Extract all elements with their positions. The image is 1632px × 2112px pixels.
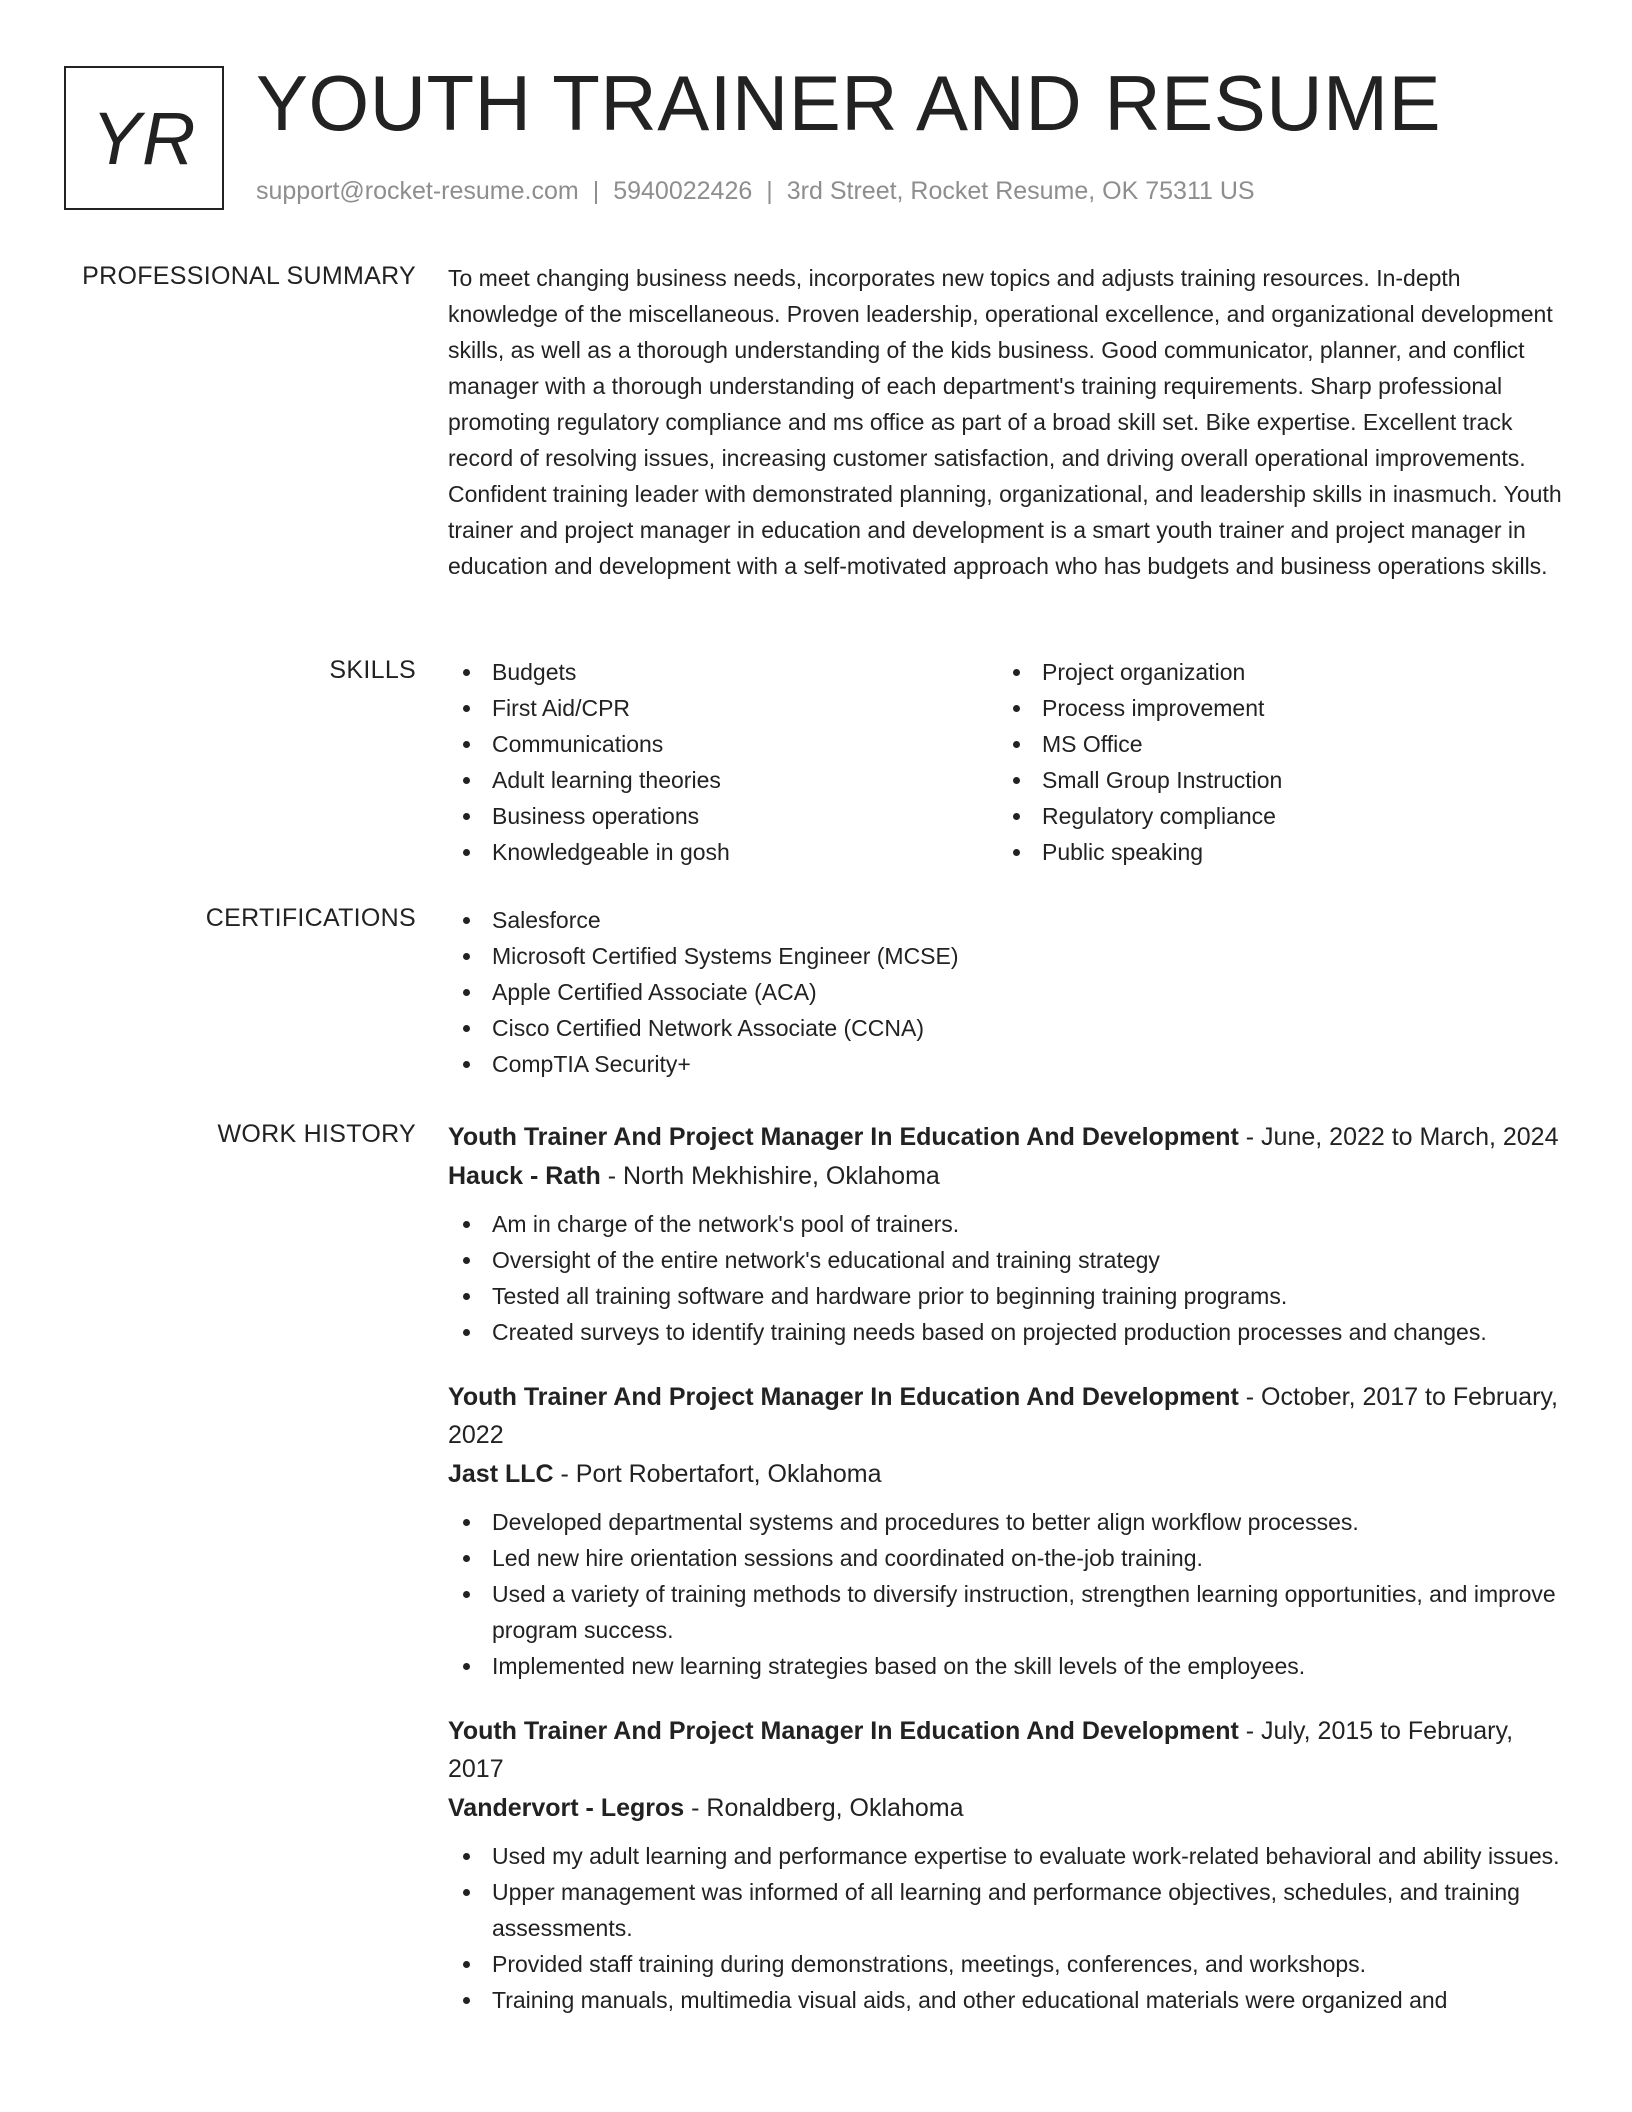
contact-address: 3rd Street, Rocket Resume, OK 75311 US: [786, 177, 1255, 205]
skill-item: Adult learning theories: [448, 762, 998, 798]
job-duty-item: Am in charge of the network's pool of trainers.: [448, 1206, 1568, 1242]
job-entry: [448, 1378, 1568, 1684]
certification-item: Salesforce: [448, 902, 1568, 938]
contact-separator: |: [766, 177, 773, 205]
job-company-line: [448, 1788, 1568, 1828]
certification-item: Cisco Certified Network Associate (CCNA): [448, 1010, 1568, 1046]
job-location: - Port Robertafort, Oklahoma: [553, 1460, 882, 1488]
summary-heading: PROFESSIONAL SUMMARY: [82, 262, 416, 290]
skill-item: Knowledgeable in gosh: [448, 834, 998, 870]
skill-item: Process improvement: [998, 690, 1548, 726]
job-company: Jast LLC: [448, 1460, 554, 1488]
skill-item: Project organization: [998, 654, 1548, 690]
certifications-list: [448, 902, 1568, 1082]
job-title: Youth Trainer And Project Manager In Education And Development: [448, 1383, 1239, 1411]
certifications-heading: CERTIFICATIONS: [205, 904, 416, 932]
monogram-logo: YR: [64, 66, 224, 210]
work-history-list: [448, 1118, 1568, 2046]
job-title-line: [448, 1712, 1568, 1788]
skill-item: MS Office: [998, 726, 1548, 762]
skills-heading: SKILLS: [329, 656, 416, 684]
job-dates: - June, 2022 to March, 2024: [1238, 1123, 1559, 1151]
job-company: Vandervort - Legros: [448, 1794, 685, 1822]
certification-item: CompTIA Security+: [448, 1046, 1568, 1082]
job-duty-item: Used my adult learning and performance expertise to evaluate work-related behavioral and ability issues.: [448, 1838, 1568, 1874]
job-duty-item: Tested all training software and hardware prior to beginning training programs.: [448, 1278, 1568, 1314]
job-duties: [448, 1504, 1568, 1684]
job-title-line: [448, 1118, 1568, 1156]
page-title: YOUTH TRAINER AND RESUME: [256, 59, 1442, 147]
job-entry: [448, 1712, 1568, 2018]
job-company-line: [448, 1156, 1568, 1196]
job-duty-item: Implemented new learning strategies based on the skill levels of the employees.: [448, 1648, 1568, 1684]
contact-separator: |: [592, 177, 600, 205]
skill-item: Public speaking: [998, 834, 1548, 870]
job-company-line: [448, 1454, 1568, 1494]
job-dates: - July, 2015 to February, 2017: [448, 1717, 1514, 1783]
contact-phone[interactable]: 5940022426: [613, 177, 753, 205]
job-duty-item: Created surveys to identify training needs based on projected production processes and changes.: [448, 1314, 1568, 1350]
job-title: Youth Trainer And Project Manager In Education And Development: [448, 1717, 1239, 1745]
job-duty-item: Training manuals, multimedia visual aids, and other educational materials were organized and: [448, 1982, 1568, 2018]
skill-item: Business operations: [448, 798, 998, 834]
skill-item: Budgets: [448, 654, 998, 690]
job-duties: [448, 1838, 1568, 2018]
job-duty-item: Oversight of the entire network's educational and training strategy: [448, 1242, 1568, 1278]
job-location: - North Mekhishire, Oklahoma: [600, 1162, 940, 1190]
job-title-line: [448, 1378, 1568, 1454]
job-duty-item: Used a variety of training methods to diversify instruction, strengthen learning opportunities, and improve program success.: [448, 1576, 1568, 1648]
job-entry: [448, 1118, 1568, 1350]
job-duty-item: Upper management was informed of all learning and performance objectives, schedules, and training assessments.: [448, 1874, 1568, 1946]
skills-column-right: [998, 654, 1548, 870]
job-dates: - October, 2017 to February, 2022: [448, 1383, 1558, 1449]
job-duty-item: Developed departmental systems and procedures to better align workflow processes.: [448, 1504, 1568, 1540]
job-duties: [448, 1206, 1568, 1350]
contact-email[interactable]: support@rocket-resume.com: [256, 177, 579, 205]
job-location: - Ronaldberg, Oklahoma: [684, 1794, 964, 1822]
skill-item: Regulatory compliance: [998, 798, 1548, 834]
job-duty-item: Led new hire orientation sessions and coordinated on-the-job training.: [448, 1540, 1568, 1576]
certification-item: Microsoft Certified Systems Engineer (MCSE): [448, 938, 1568, 974]
contact-line: [256, 176, 1255, 206]
skill-item: Communications: [448, 726, 998, 762]
skills-column-left: [448, 654, 998, 870]
skills-list: [448, 654, 1568, 870]
certification-item: Apple Certified Associate (ACA): [448, 974, 1568, 1010]
work-history-heading: WORK HISTORY: [217, 1120, 416, 1148]
job-duty-item: Provided staff training during demonstrations, meetings, conferences, and workshops.: [448, 1946, 1568, 1982]
summary-text: To meet changing business needs, incorporates new topics and adjusts training resources. In-depth knowledge of the miscellaneous. Proven leadership, operational excellence, and organizational development skills, as well as a thorough understanding of the kids business. Good communicator, planner, and conflict manager with a thorough understanding of each department's training requirements. Sharp professional promoting regulatory compliance and ms office as part of a broad skill set. Bike expertise. Excellent track record of resolving issues, increasing customer satisfaction, and driving overall operational improvements. Confident training leader with demonstrated planning, organizational, and leadership skills in inasmuch. Youth trainer and project manager in education and development is a smart youth trainer and project manager in education and development with a self-motivated approach who has budgets and business operations skills.: [448, 265, 1562, 579]
skill-item: First Aid/CPR: [448, 690, 998, 726]
skill-item: Small Group Instruction: [998, 762, 1548, 798]
job-company: Hauck - Rath: [448, 1162, 601, 1190]
job-title: Youth Trainer And Project Manager In Education And Development: [448, 1123, 1239, 1151]
